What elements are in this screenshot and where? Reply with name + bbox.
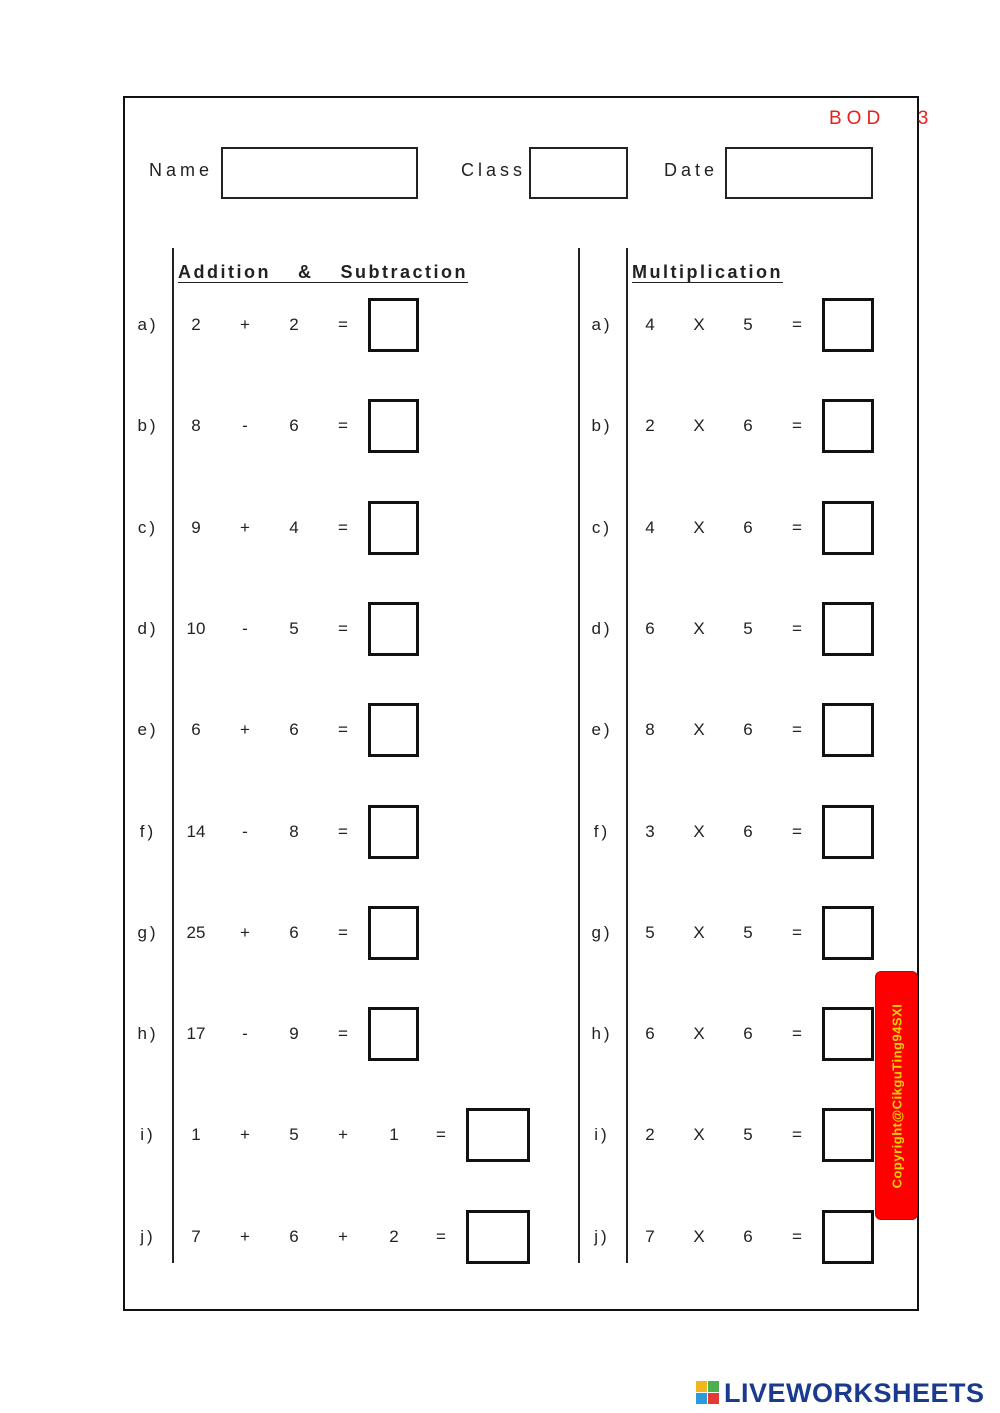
problem-label: a) [137, 315, 159, 334]
equals-sign: = [792, 416, 802, 436]
equals-sign: = [792, 821, 802, 841]
logo-mark-icon [696, 1381, 720, 1405]
problem-row [135, 805, 465, 859]
operand: 5 [289, 618, 299, 638]
operand: 10 [186, 618, 206, 638]
equals-sign: = [792, 315, 802, 334]
addition-title: Addition & Subtraction [178, 262, 468, 282]
operand: 2 [645, 1125, 655, 1145]
operator: X [693, 1024, 705, 1044]
operator: + [338, 1125, 348, 1145]
equals-sign: = [792, 922, 802, 942]
problem-row [589, 298, 919, 352]
operand: 4 [645, 315, 655, 334]
problem-row [589, 906, 919, 960]
operand: 6 [289, 1226, 299, 1246]
equals-sign: = [338, 618, 348, 638]
problem-row [135, 906, 465, 960]
operand: 5 [743, 1125, 753, 1145]
problem-label: h) [591, 1024, 613, 1044]
operand: 6 [289, 720, 299, 740]
problem-row [135, 602, 465, 656]
operand: 5 [645, 922, 655, 942]
problem-label: c) [591, 517, 613, 537]
operand: 6 [289, 922, 299, 942]
operand: 8 [289, 821, 299, 841]
problem-label: e) [137, 720, 159, 740]
equals-sign: = [792, 517, 802, 537]
problem-row [589, 501, 919, 555]
problem-label: f) [139, 821, 157, 841]
operator: - [242, 1024, 248, 1044]
operand: 4 [289, 517, 299, 537]
operator: X [693, 416, 705, 436]
name-label: Name [149, 160, 214, 180]
answer-box[interactable] [822, 703, 874, 757]
operator: X [693, 618, 705, 638]
problem-label: h) [137, 1024, 159, 1044]
answer-box[interactable] [368, 805, 419, 859]
answer-box[interactable] [466, 1108, 530, 1162]
answer-box[interactable] [822, 1007, 874, 1061]
equals-sign: = [792, 720, 802, 740]
answer-box[interactable] [822, 399, 874, 453]
operand: 3 [645, 821, 655, 841]
operand: 2 [289, 315, 299, 334]
answer-box[interactable] [368, 399, 419, 453]
problem-label: i) [140, 1125, 156, 1145]
answer-box[interactable] [822, 805, 874, 859]
answer-box[interactable] [822, 906, 874, 960]
equals-sign: = [338, 315, 348, 334]
problem-label: g) [137, 922, 159, 942]
answer-box[interactable] [368, 906, 419, 960]
operand: 6 [743, 416, 753, 436]
answer-box[interactable] [822, 298, 874, 352]
operator: + [240, 315, 250, 334]
operand: 4 [645, 517, 655, 537]
operand: 8 [191, 416, 201, 436]
operator: X [693, 517, 705, 537]
class-label: Class [461, 160, 527, 180]
answer-box[interactable] [822, 1108, 874, 1162]
operand: 7 [645, 1226, 655, 1246]
operand: 17 [186, 1024, 206, 1044]
operand: 8 [645, 720, 655, 740]
operator: + [240, 1125, 250, 1145]
problem-row [589, 399, 919, 453]
problem-label: c) [137, 517, 159, 537]
problem-row [135, 1108, 465, 1162]
operand: 5 [743, 315, 753, 334]
answer-box[interactable] [368, 298, 419, 352]
multiplication-title: Multiplication [632, 262, 783, 282]
answer-box[interactable] [822, 1210, 874, 1264]
equals-sign: = [338, 416, 348, 436]
answer-box[interactable] [822, 501, 874, 555]
problem-row [589, 602, 919, 656]
problem-label: d) [591, 618, 613, 638]
operand: 6 [645, 1024, 655, 1044]
answer-box[interactable] [368, 1007, 419, 1061]
equals-sign: = [338, 821, 348, 841]
problem-row [589, 703, 919, 757]
operand: 2 [389, 1226, 399, 1246]
problem-label: d) [137, 618, 159, 638]
date-label: Date [664, 160, 719, 180]
operand: 9 [191, 517, 201, 537]
copyright-text: Copyright@CikguTing94SXI [889, 1003, 904, 1188]
equals-sign: = [792, 618, 802, 638]
operand: 2 [191, 315, 201, 334]
operand: 5 [743, 618, 753, 638]
operator: X [693, 1125, 705, 1145]
equals-sign: = [792, 1024, 802, 1044]
operand: 25 [186, 922, 206, 942]
operator: X [693, 1226, 705, 1246]
logo-text: LIVEWORKSHEETS [724, 1377, 985, 1408]
operator: + [240, 1226, 250, 1246]
operand: 6 [743, 517, 753, 537]
problem-label: g) [591, 922, 613, 942]
operand: 6 [645, 618, 655, 638]
problem-row [135, 1007, 465, 1061]
equals-sign: = [792, 1226, 802, 1246]
problem-label: f) [593, 821, 611, 841]
date-field[interactable] [725, 147, 873, 199]
answer-box[interactable] [466, 1210, 530, 1264]
answer-box[interactable] [368, 501, 419, 555]
equals-sign: = [436, 1125, 446, 1145]
problem-row [135, 298, 465, 352]
operand: 6 [191, 720, 201, 740]
operand: 6 [743, 821, 753, 841]
worksheet-code: BOD 3 [829, 108, 934, 129]
operator: X [693, 315, 705, 334]
problem-label: e) [591, 720, 613, 740]
equals-sign: = [436, 1226, 446, 1246]
operand: 6 [743, 1226, 753, 1246]
operand: 5 [289, 1125, 299, 1145]
operand: 9 [289, 1024, 299, 1044]
operand: 6 [289, 416, 299, 436]
problem-label: j) [594, 1226, 610, 1246]
answer-box[interactable] [822, 602, 874, 656]
middle-divider [578, 248, 580, 1263]
equals-sign: = [792, 1125, 802, 1145]
problem-row [589, 1108, 919, 1162]
operator: - [242, 618, 248, 638]
problem-label: b) [591, 416, 613, 436]
copyright-stamp [875, 971, 918, 1220]
operator: + [240, 517, 250, 537]
operator: + [240, 922, 250, 942]
operand: 2 [645, 416, 655, 436]
problem-row [135, 1210, 465, 1264]
equals-sign: = [338, 922, 348, 942]
equals-sign: = [338, 517, 348, 537]
problem-row [589, 805, 919, 859]
operator: X [693, 821, 705, 841]
operator: X [693, 922, 705, 942]
problem-row [135, 703, 465, 757]
class-field[interactable] [529, 147, 628, 199]
operator: X [693, 720, 705, 740]
operand: 6 [743, 720, 753, 740]
problem-row [135, 501, 465, 555]
operator: + [240, 720, 250, 740]
operator: + [338, 1226, 348, 1246]
problem-row [589, 1007, 919, 1061]
answer-box[interactable] [368, 602, 419, 656]
problem-label: a) [591, 315, 613, 334]
operator: - [242, 821, 248, 841]
name-field[interactable] [221, 147, 418, 199]
operand: 7 [191, 1226, 201, 1246]
problem-label: j) [140, 1226, 156, 1246]
operand: 6 [743, 1024, 753, 1044]
problem-label: b) [137, 416, 159, 436]
problem-row [135, 399, 465, 453]
liveworksheets-logo [696, 1376, 985, 1410]
equals-sign: = [338, 720, 348, 740]
operator: - [242, 416, 248, 436]
operand: 14 [186, 821, 206, 841]
problem-row [589, 1210, 919, 1264]
answer-box[interactable] [368, 703, 419, 757]
problem-label: i) [594, 1125, 610, 1145]
operand: 1 [389, 1125, 399, 1145]
equals-sign: = [338, 1024, 348, 1044]
operand: 1 [191, 1125, 201, 1145]
operand: 5 [743, 922, 753, 942]
